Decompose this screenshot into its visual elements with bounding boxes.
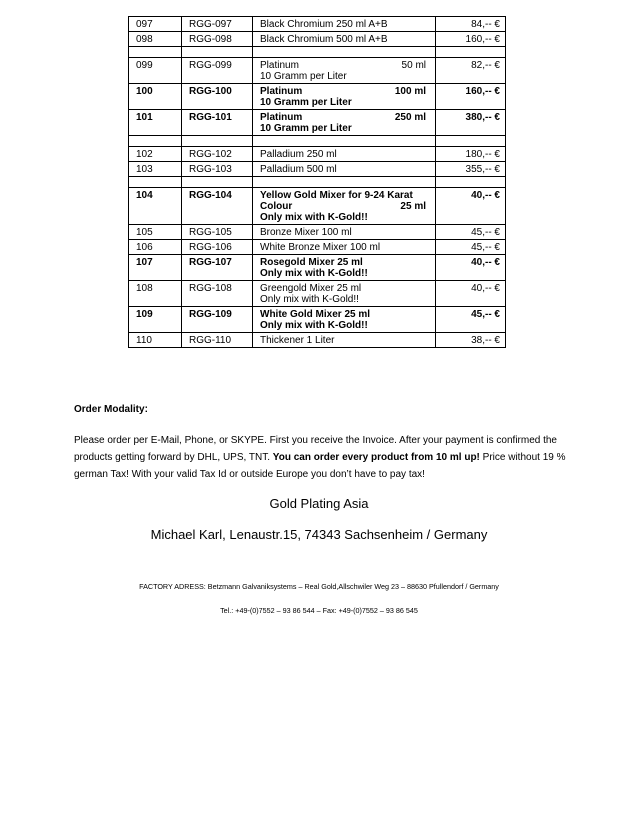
table-row (129, 307, 506, 333)
description-line: Black Chromium 250 ml A+B (260, 19, 388, 30)
table-row (129, 333, 506, 348)
article-number: 110 (129, 333, 182, 348)
article-code: RGG-102 (182, 147, 253, 162)
description-line (260, 86, 430, 97)
article-number: 106 (129, 240, 182, 255)
contact-address: Michael Karl, Lenaustr.15, 74343 Sachsenheim / Germany (150, 527, 488, 542)
description-volume: 250 ml (394, 112, 426, 123)
empty-cell (253, 177, 436, 188)
article-price: 40,-- € (436, 255, 506, 281)
order-modality-text (74, 432, 574, 483)
description-line: 10 Gramm per Liter (260, 123, 352, 134)
article-number: 098 (129, 32, 182, 47)
article-code: RGG-098 (182, 32, 253, 47)
article-description (253, 188, 436, 225)
table-row (129, 225, 506, 240)
description-line: Black Chromium 500 ml A+B (260, 34, 388, 45)
empty-cell (182, 47, 253, 58)
article-code: RGG-103 (182, 162, 253, 177)
table-spacer-row (129, 177, 506, 188)
table-row (129, 255, 506, 281)
empty-cell (436, 177, 506, 188)
description-line (260, 112, 430, 123)
description-line: 10 Gramm per Liter (260, 97, 352, 108)
table-row (129, 188, 506, 225)
article-number: 105 (129, 225, 182, 240)
phone-fax: Tel.: +49-(0)7552 – 93 86 544 – Fax: +49-(0)7552 – 93 86 545 (220, 606, 418, 615)
article-description (253, 225, 436, 240)
article-code: RGG-105 (182, 225, 253, 240)
article-price: 380,-- € (436, 110, 506, 136)
description-line: Rosegold Mixer 25 ml (260, 257, 363, 268)
empty-cell (182, 177, 253, 188)
order-text-part-1: Please order per E-Mail, Phone, or SKYPE. First you receive the Invoice. After your payment is confirmed the products getting forward by DHL, UPS, TNT. (74, 435, 557, 463)
article-description (253, 110, 436, 136)
article-description (253, 333, 436, 348)
article-description (253, 240, 436, 255)
description-line: Only mix with K-Gold!! (260, 268, 368, 279)
article-code: RGG-108 (182, 281, 253, 307)
article-price: 82,-- € (436, 58, 506, 84)
factory-address: FACTORY ADRESS: Betzmann Galvaniksystems – Real Gold,Allschwiler Weg 23 – 88630 Pfullendorf / Germany (139, 582, 499, 591)
article-number: 103 (129, 162, 182, 177)
article-code: RGG-109 (182, 307, 253, 333)
article-description (253, 281, 436, 307)
description-volume: 25 ml (400, 201, 426, 212)
article-price: 45,-- € (436, 240, 506, 255)
description-line: Greengold Mixer 25 ml (260, 283, 362, 294)
order-text-part-2: Price without 19 % german Tax! With your valid Tax Id or outside Europe you don’t have to pay tax! (74, 452, 566, 480)
empty-cell (129, 177, 182, 188)
table-spacer-row (129, 47, 506, 58)
article-price: 45,-- € (436, 307, 506, 333)
article-price: 40,-- € (436, 281, 506, 307)
description-line: White Gold Mixer 25 ml (260, 309, 371, 320)
article-price: 160,-- € (436, 84, 506, 110)
empty-cell (436, 136, 506, 147)
article-description (253, 162, 436, 177)
article-number: 104 (129, 188, 182, 225)
article-description (253, 58, 436, 84)
company-name: Gold Plating Asia (269, 496, 369, 511)
article-price: 40,-- € (436, 188, 506, 225)
article-number: 107 (129, 255, 182, 281)
description-line: White Bronze Mixer 100 ml (260, 242, 381, 253)
article-price: 180,-- € (436, 147, 506, 162)
article-description (253, 255, 436, 281)
empty-cell (182, 136, 253, 147)
article-code: RGG-107 (182, 255, 253, 281)
article-number: 101 (129, 110, 182, 136)
empty-cell (129, 136, 182, 147)
description-line: Bronze Mixer 100 ml (260, 227, 352, 238)
description-line: Palladium 500 ml (260, 164, 337, 175)
table-row (129, 240, 506, 255)
table-row (129, 110, 506, 136)
table-row (129, 147, 506, 162)
article-number: 102 (129, 147, 182, 162)
empty-cell (436, 47, 506, 58)
article-code: RGG-097 (182, 17, 253, 32)
empty-cell (253, 136, 436, 147)
table-row (129, 17, 506, 32)
article-description (253, 84, 436, 110)
article-description (253, 17, 436, 32)
article-code: RGG-099 (182, 58, 253, 84)
table-spacer-row (129, 136, 506, 147)
description-volume: 100 ml (394, 86, 426, 97)
description-line: Only mix with K-Gold!! (260, 294, 359, 305)
article-description (253, 307, 436, 333)
table-row (129, 281, 506, 307)
article-code: RGG-106 (182, 240, 253, 255)
article-number: 097 (129, 17, 182, 32)
table-row (129, 58, 506, 84)
description-line: 10 Gramm per Liter (260, 71, 347, 82)
article-code: RGG-101 (182, 110, 253, 136)
empty-cell (129, 47, 182, 58)
order-text-bold: You can order every product from 10 ml up! (272, 452, 480, 463)
description-line: Only mix with K-Gold!! (260, 212, 368, 223)
empty-cell (253, 47, 436, 58)
description-line: Only mix with K-Gold!! (260, 320, 368, 331)
article-price: 355,-- € (436, 162, 506, 177)
description-volume: 50 ml (401, 60, 426, 71)
article-number: 109 (129, 307, 182, 333)
article-code: RGG-100 (182, 84, 253, 110)
article-number: 099 (129, 58, 182, 84)
description-text: Platinum (260, 60, 299, 71)
article-number: 100 (129, 84, 182, 110)
article-price: 38,-- € (436, 333, 506, 348)
article-price: 84,-- € (436, 17, 506, 32)
description-text: Platinum (260, 86, 303, 97)
description-text: Platinum (260, 112, 303, 123)
description-line: Thickener 1 Liter (260, 335, 335, 346)
table-row (129, 84, 506, 110)
description-text: Colour (260, 201, 293, 212)
order-modality-heading: Order Modality: (74, 404, 148, 415)
article-code: RGG-104 (182, 188, 253, 225)
article-price: 45,-- € (436, 225, 506, 240)
article-description (253, 32, 436, 47)
article-code: RGG-110 (182, 333, 253, 348)
article-price: 160,-- € (436, 32, 506, 47)
article-number: 108 (129, 281, 182, 307)
table-row (129, 162, 506, 177)
table-row (129, 32, 506, 47)
description-line (260, 201, 430, 212)
description-line (260, 60, 430, 71)
description-line: Palladium 250 ml (260, 149, 337, 160)
price-table (128, 16, 506, 348)
description-line: Yellow Gold Mixer for 9-24 Karat (260, 190, 413, 201)
article-description (253, 147, 436, 162)
